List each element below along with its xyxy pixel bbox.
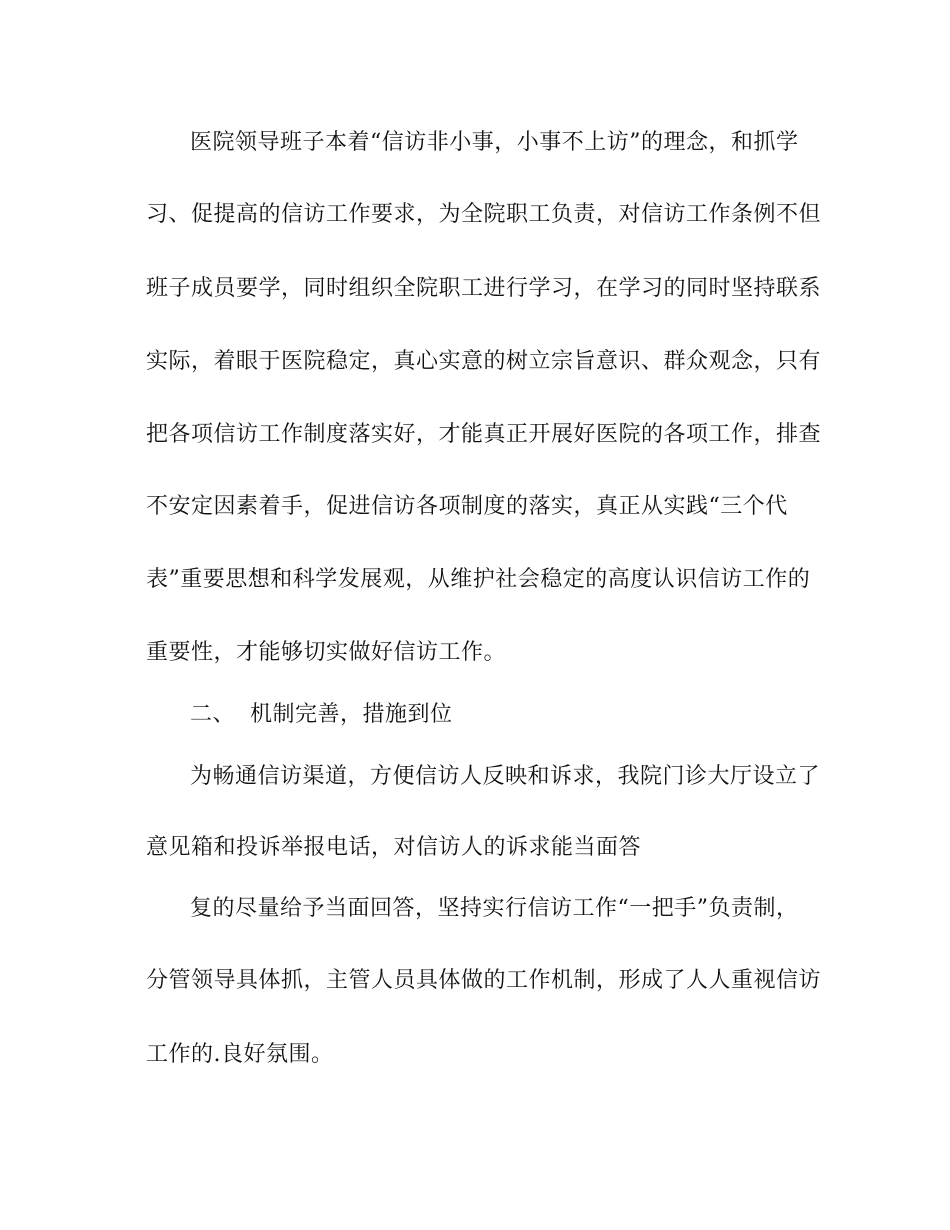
paragraph-2-line-2: 意见箱和投诉举报电话，对信访人的诉求能当面答	[146, 835, 642, 860]
paragraph-3-line-1: 复的尽量给予当面回答，坚持实行信访工作“一把手”负责制，	[190, 896, 799, 921]
paragraph-1-line-2: 习、促提高的信访工作要求，为全院职工负责，对信访工作条例不但	[146, 202, 822, 227]
paragraph-1-line-3: 班子成员要学，同时组织全院职工进行学习，在学习的同时坚持联系	[146, 276, 822, 301]
paragraph-1-line-7: 表”重要思想和科学发展观，从维护社会稳定的高度认识信访工作的	[146, 567, 811, 592]
paragraph-1-line-1: 医院领导班子本着“信访非小事，小事不上访”的理念，和抓学	[190, 130, 799, 155]
paragraph-3-line-3: 工作的.良好氛围。	[146, 1042, 334, 1067]
paragraph-2-line-1: 为畅通信访渠道，方便信访人反映和诉求，我院门诊大厅设立了	[190, 764, 821, 789]
section-heading: 二、 机制完善，措施到位	[190, 702, 453, 727]
paragraph-1-line-5: 把各项信访工作制度落实好，才能真正开展好医院的各项工作，排查	[146, 422, 822, 447]
paragraph-1-line-8: 重要性，才能够切实做好信访工作。	[146, 640, 507, 665]
paragraph-1-line-4: 实际，着眼于医院稳定，真心实意的树立宗旨意识、群众观念，只有	[146, 349, 822, 374]
paragraph-1-line-6: 不安定因素着手，促进信访各项制度的落实，真正从实践“三个代	[146, 494, 788, 519]
paragraph-3-line-2: 分管领导具体抓，主管人员具体做的工作机制，形成了人人重视信访	[146, 968, 822, 993]
